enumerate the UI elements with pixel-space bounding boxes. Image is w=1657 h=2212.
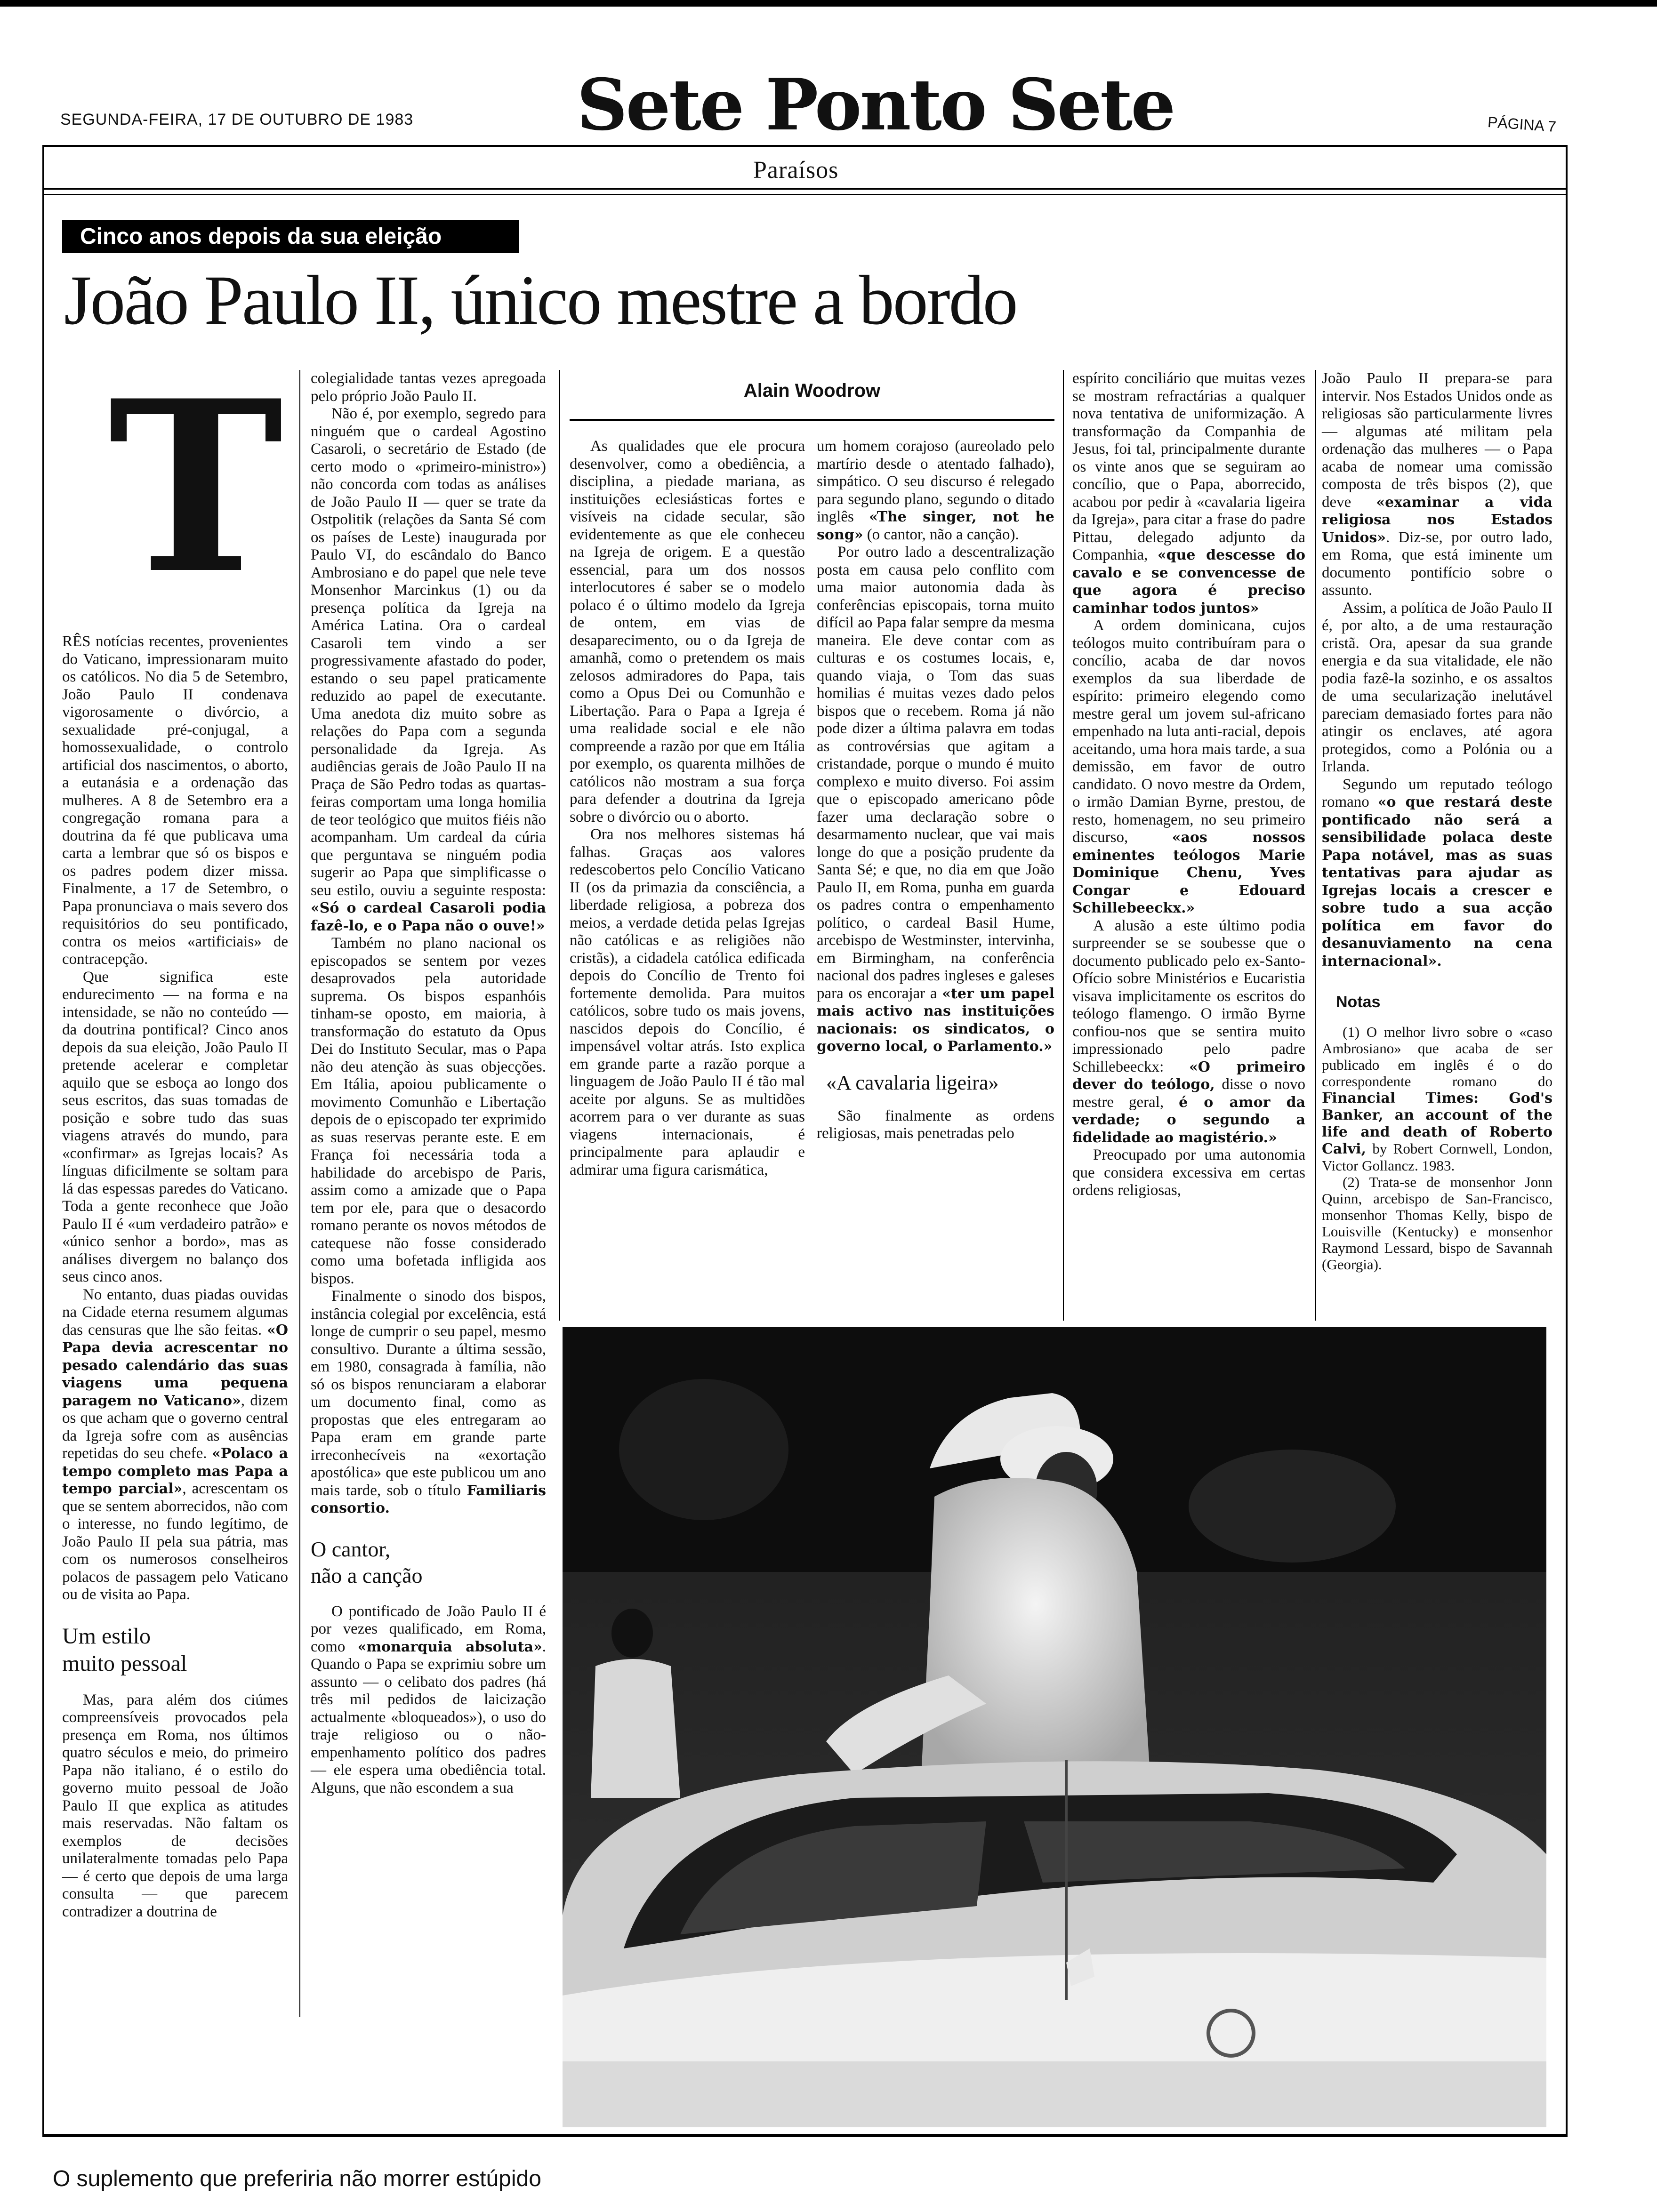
paragraph: Mas, para além dos ciúmes compreensíveis provocados pela presença em Roma, nos últimos quatro séculos e meio, do primeiro Papa não italiano, é o estilo do governo muito pessoal de João Paulo II que explica as atitudes mais reservadas. Não faltam os exemplos de decisões unilateralmente tomadas pelo Papa — é certo que depois de uma larga consulta — que parecem contradizer a doutrina de	[62, 1691, 288, 1920]
text: . Diz-se, por outro lado, em Roma, que está iminente um documento pontifício sobre o assunto.	[1322, 529, 1552, 599]
footer-rule	[42, 2136, 1568, 2137]
byline-rule	[570, 419, 1054, 421]
column-5	[1072, 370, 1305, 1200]
book-title: Financial Times: God's Banker, an account of the life and death of Roberto Calvi,	[1322, 1090, 1552, 1157]
text: disse o novo mestre geral,	[1072, 1076, 1306, 1111]
paragraph	[311, 1603, 546, 1797]
subhead: «A cavalaria ligeira»	[826, 1071, 999, 1094]
paragraph	[817, 438, 1054, 544]
masthead: Sete Ponto Sete	[577, 64, 1174, 146]
column-rule	[559, 370, 560, 1321]
quote: «monarquia absoluta»	[357, 1638, 542, 1655]
photo-pope-in-car	[563, 1327, 1546, 2127]
kicker-banner: Cinco anos depois da sua eleição	[62, 220, 519, 253]
footnote: (2) Trata-se de monsenhor Jonn Quinn, arcebispo de San-Francisco, monsenhor Thomas Kelly, bispo de Louisville (Kentucky) e monsenhor Raymond Lessard, bispo de Savannah (Georgia).	[1322, 1173, 1552, 1273]
text: , dizem os que acham que o governo central da Igreja sofre com as ausências repetidas do seu chefe.	[62, 1392, 288, 1462]
quote: é o amor da verdade; o segundo a fidelidade ao magistério.»	[1072, 1094, 1306, 1146]
column-4	[817, 438, 1054, 1143]
quote: «The singer, not he song»	[817, 509, 1054, 543]
paragraph	[62, 1286, 288, 1604]
column-1	[62, 633, 288, 1921]
subhead	[311, 1536, 546, 1589]
paragraph: colegialidade tantas vezes apregoada pelo próprio João Paulo II.	[311, 370, 546, 405]
paragraph	[1072, 370, 1305, 617]
headline: João Paulo II, único mestre a bordo	[64, 261, 1017, 339]
page-number: PÁGINA 7	[1487, 113, 1557, 136]
paragraph: Ora nos melhores sistemas há falhas. Graças aos valores redescobertos pelo Concílio Vaticano II (os da primazia da consciência, a liberdade religiosa, a pobreza dos meios, a verdade detida pelas Igrejas não católicas e as religiões não cristãs), a cidadela católica edificada depois do Concílio de Trento foi fortemente demolida. Para muitos católicos, sobre tudo os mais jovens, nascidos depois do Concílio, é impensável voltar atrás. Isto explica em grande parte a razão porque a linguagem de João Paulo II é tão mal aceite por alguns. Se as multidões acorrem para o ver durante as suas viagens internacionais, é principalmente para aplaudir e admirar uma figura carismática,	[570, 826, 805, 1178]
paragraph: Também no plano nacional os episcopados se sentem por vezes desaprovados pela autoridade suprema. Os bispos espanhóis tinham-se oposto, em maioria, à transformação do estatuto da Opus Dei do Instituto Secular, mas o Papa não deu atenção às suas objecções. Em Itália, apoiou publicamente o movimento Comunhão e Libertação depois de o episcopado ter exprimido as suas reservas perante este. E em França foi necessária toda a habilidade do arcebispo de Paris, assim como a amizade que o Papa tem por ele, para que o desacordo romano perante os novos métodos de catequese não fosse considerado como uma bofetada infligida aos bispos.	[311, 935, 546, 1287]
text: (o cantor, não a canção).	[867, 526, 1019, 543]
quote: «aos nossos eminentes teólogos Marie Dominique Chenu, Yves Congar e Edouard Schillebeeckx.»	[1072, 829, 1305, 916]
text: . Quando o Papa se exprimiu sobre um assunto — o celibato dos padres (há três mil pedidos de laicização actualmente «bloqueados»), o uso do traje religioso ou o não-empenhamento político dos padres — ele espera uma obediência total. Alguns, que não escondem a sua	[311, 1638, 546, 1796]
paragraph: Assim, a política de João Paulo II é, por alto, a de uma restauração cristã. Ora, apesar da sua grande energia e da sua vitalidade, ele não podia fazê-la sozinho, e os assaltos de uma secularização inelutável pareciam demasiado fortes para não atingir os enclaves, até agora protegidos, como a Polónia ou a Irlanda.	[1322, 599, 1552, 775]
quote: «Só o cardeal Casaroli podia fazê-lo, e o Papa não o ouve!»	[311, 900, 546, 934]
column-rule	[299, 370, 300, 2017]
paragraph	[1072, 617, 1305, 917]
text: by Robert Cornwell, London, Victor Gollancz. 1983.	[1322, 1140, 1553, 1174]
issue-date: SEGUNDA-FEIRA, 17 DE OUTUBRO DE 1983	[60, 111, 414, 128]
paragraph	[1072, 917, 1305, 1147]
text: Segundo um reputado teólogo romano	[1322, 776, 1552, 810]
quote: «O primeiro dever do teólogo,	[1072, 1058, 1305, 1093]
quote: «ter um papel mais activo nas instituições nacionais: os sindicatos, o governo local, o Parlamento.»	[817, 985, 1055, 1055]
text: um homem corajoso (aureolado pelo martírio desde o atentado falhado), simpático. O seu discurso é relegado para segundo plano, segundo o ditado inglês	[817, 438, 1054, 525]
paragraph	[1322, 776, 1552, 970]
article-photo	[563, 1327, 1546, 2127]
notes	[1322, 1024, 1552, 1273]
column-rule	[1315, 370, 1316, 1321]
column-2	[311, 370, 546, 1797]
quote: «examinar a vida religiosa nos Estados Unidos»	[1322, 494, 1552, 546]
quote: «Polaco a tempo completo mas Papa a tempo parcial»	[62, 1445, 289, 1497]
subhead-line: O cantor,	[311, 1537, 391, 1561]
subhead	[62, 1623, 288, 1677]
text: A alusão a este último podia surpreender se se soubesse que o documento publicado pelo ex-Santo-Ofício sobre Ministérios e Eucaristia visava implicitamente os escritos do teólogo flamengo. O irmão Byrne confiou-nos que se sentira muito impressionado pelo padre Schillebeeckx:	[1072, 917, 1305, 1075]
paragraph	[817, 544, 1054, 1056]
paragraph: São finalmente as ordens religiosas, mais penetradas pelo	[817, 1107, 1054, 1142]
text: Finalmente o sinodo dos bispos, instância colegial por excelência, está longe de cumprir o seu papel, mesmo consultivo. Durante a última sessão, em 1980, consagrada à família, não só os bispos renunciaram a elaborar um documento final, como as propostas que eles entregaram ao Papa eram em grande parte irreconhecíveis na «exortação apostólica» que este publicou um ano mais tarde, sob o título	[311, 1288, 546, 1499]
paragraph: As qualidades que ele procura desenvolver, como a obediência, a disciplina, a piedade mariana, as instituições eclesiásticas fortes e visíveis na cidade secular, são evidentemente as que ele conheceu na Igreja de origem. E a questão essencial, para um dos nossos interlocutores é saber se o modelo polaco é o último modelo da Igreja de ontem, em vias de desaparecimento, ou o da Igreja de amanhã, como o pretendem os mais zelosos admiradores do Papa, tais como a Opus Dei ou Comunhão e Libertação. Para o Papa a Igreja é uma realidade social e ele não compreende a razão por que em Itália por exemplo, os quarenta milhões de católicos não mostram a sua força para defender a doutrina da Igreja sobre o divórcio ou o aborto.	[570, 438, 805, 825]
paragraph: RÊS notícias recentes, provenientes do Vaticano, impressionaram muito os católicos. No dia 5 de Setembro, João Paulo II condenava vigorosamente o divórcio, a sexualidade pré-conjugal, a homossexualidade, o controlo artificial dos nascimentos, o aborto, a eutanásia e a ordenação das mulheres. A 8 de Setembro era a congregação romana para a doutrina da fé que publicava uma carta a lembrar que só os bispos e os padres podem dizer missa. Finalmente, a 17 de Setembro, o Papa pronunciava o mais severo dos requisitórios do seu pontificado, contra os meios «artificiais» de contracepção.	[62, 633, 288, 968]
paragraph: Preocupado por uma autonomia que considera excessiva em certas ordens religiosas,	[1072, 1146, 1305, 1199]
column-rule	[1063, 370, 1064, 1321]
text: Por outro lado a descentralização posta em causa pelo conflito com uma maior autonomia dada às conferências episcopais, torna muito difícil ao Papa falar sempre da mesma maneira. Ele deve contar com as culturas e os costumes locais, e, quando viaja, o Tom das suas homilias é muitas vezes dado pelos bispos que o recebem. Roma já não pode dizer a última palavra em todas as controvérsias que agitam a cristandade, porque o mundo é muito complexo e muito diverso. Foi assim que o episcopado americano pôde fazer uma declaração sobre o desarmamento nuclear, que vai mais longe do que a posição prudente da Santa Sé; e que, no dia em que João Paulo II, em Roma, punha em guarda os padres contra o empenhamento político, o cardeal Basil Hume, arcebispo de Westminster, intervinha, em Birmingham, na conferência nacional dos padres ingleses e galeses para os encorajar a	[817, 544, 1054, 1002]
section-rule-2	[42, 194, 1568, 195]
subhead-line: não a canção	[311, 1563, 423, 1587]
text: Não é, por exemplo, segredo para ninguém que o cardeal Agostino Casaroli, o secretário de Estado (de certo modo o «primeiro-ministro») não concorda com todas as análises de João Paulo II — quer se trate da Ostpolitik (relações da Santa Sé com os países de Leste) inaugurada por Paulo VI, do escândalo do Banco Ambrosiano e do papel que nele teve Monsenhor Marcinkus (1) ou da presença política da Igreja na América Latina. Ora o cardeal Casaroli tem vindo a ser progressivamente afastado do poder, estando o seu papel praticamente reduzido ao papel de executante. Uma anedota diz muito sobre as relações do Papa com a segunda personalidade da Igreja. As audiências gerais de João Paulo II na Praça de São Pedro todas as quartas-feiras comportam uma longa homilia de teor teológico que muitos fiéis não acompanham. Um cardeal da cúria que perguntava se ninguém podia sugerir ao Papa que simplificasse o seu estilo, ouviu a seguinte resposta:	[311, 405, 546, 899]
subhead-line: Um estilo	[62, 1623, 151, 1649]
quote: «O Papa devia acrescentar no pesado calendário das suas viagens uma pequena paragem no Vaticano»	[62, 1322, 288, 1409]
footnote	[1322, 1024, 1552, 1174]
quote: «o que restará deste pontificado não será a sensibilidade polaca deste Papa notável, mas as suas tentativas para ajudar as Igrejas locais a crescer e sobre tudo a sua acção política em favor do desanuviamento na cena internacional».	[1322, 794, 1552, 970]
title: Familiaris consortio.	[311, 1482, 546, 1516]
text: João Paulo II prepara-se para intervir. Nos Estados Unidos onde as religiosas são particularmente livres — algumas até militam pela ordenação das mulheres — o Papa acaba de nomear uma comissão composta de três bispos (2), que deve	[1322, 370, 1552, 511]
paragraph	[311, 405, 546, 935]
text: No entanto, duas piadas ouvidas na Cidade eterna resumem algumas das censuras que lhe são feitas.	[62, 1286, 288, 1338]
footer-tagline: O suplemento que preferiria não morrer estúpido	[53, 2166, 541, 2191]
text: , acrescentam os que se sentem aborrecidos, não com o interesse, no fundo legítimo, de João Paulo II pela sua pátria, mas com os numerosos conselheiros polacos de passagem pelo Vaticano ou de visita ao Papa.	[62, 1480, 288, 1603]
text: O pontificado de João Paulo II é por vezes qualificado, em Roma, como	[311, 1603, 546, 1655]
subhead-line: muito pessoal	[62, 1651, 187, 1676]
text: A ordem dominicana, cujos teólogos muito contribuíram para o concílio, acaba de dar novos exemplos da sua liberdade de espírito: primeiro elegendo como mestre geral um jovem sul-africano empenhado na luta anti-racial, depois aceitando, uma hora mais tarde, a sua demissão, em favor de outro candidato. O novo mestre da Ordem, o irmão Damian Byrne, prestou, de resto, homenagem, no seu primeiro discurso,	[1072, 617, 1305, 846]
byline: Alain Woodrow	[743, 380, 881, 401]
paragraph	[311, 1288, 546, 1517]
column-6	[1322, 370, 1552, 1273]
text: espírito conciliário que muitas vezes se mostram refractárias a qualquer nova tentativa de uniformização. A transformação da Companhia de Jesus, foi tal, principalmente durante os vinte anos que se seguiram ao concílio, que o Papa, aborrecido, acabou por pedir à «cavalaria ligeira da Igreja», para citar a frase do padre Pittau, delegado adjunto da Companhia,	[1072, 370, 1305, 563]
section-rule	[42, 188, 1568, 190]
top-rule	[0, 0, 1657, 7]
column-3	[570, 438, 805, 1179]
paragraph: Que significa este endurecimento — na forma e na intensidade, se não no conteúdo — da doutrina pontifical? Cinco anos depois da sua eleição, João Paulo II pretende acelerar e completar aquilo que se esboça ao longo dos seus escritos, das suas tomadas de posição e sobre tudo das suas viagens através do mundo, para «confirmar» as Igrejas locais? As línguas dificilmente se soltam para lá das espessas paredes do Vaticano. Toda a gente reconhece que João Paulo II é «um verdadeiro patrão» e «único senhor a bordo», mas as análises divergem no balanço dos seus cinco anos.	[62, 968, 288, 1285]
text: (1) O melhor livro sobre o «caso Ambrosiano» que acaba de ser publicado em inglês é o do correspondente romano do	[1322, 1023, 1552, 1090]
quote: «que descesse do cavalo e se convencesse de que agora é preciso caminhar todos juntos»	[1072, 547, 1305, 617]
drop-cap: T	[108, 349, 284, 625]
notes-title: Notas	[1336, 993, 1381, 1011]
paragraph	[1322, 370, 1552, 600]
section-title: Paraísos	[753, 157, 839, 184]
